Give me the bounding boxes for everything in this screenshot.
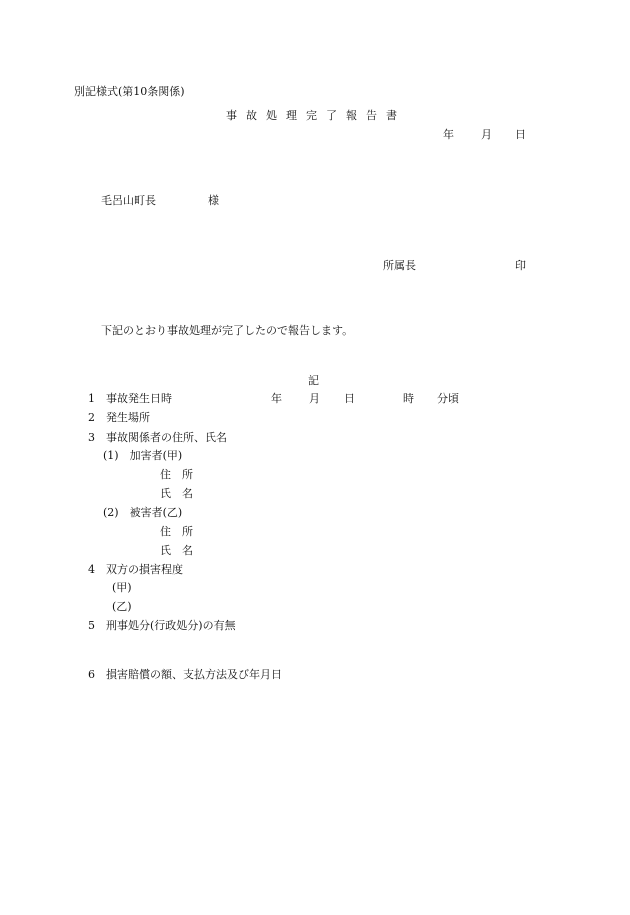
item-1 xyxy=(88,393,172,404)
item-4-party-a: (甲) xyxy=(112,581,132,594)
item-1-day-label: 日 xyxy=(344,392,355,405)
item-label: 事故関係者の住所、氏名 xyxy=(106,431,227,444)
addressee-name: 毛呂山町長 xyxy=(101,194,156,207)
item-3 xyxy=(88,432,227,443)
date-month-label: 月 xyxy=(481,128,492,141)
item-4 xyxy=(88,564,183,575)
item-number: 5 xyxy=(88,619,95,632)
item-1-minute-label: 分頃 xyxy=(437,392,459,405)
document-title: 事故処理完了報告書 xyxy=(226,109,406,122)
item-3-sub-2-label: (2) 被害者(乙) xyxy=(103,506,183,519)
item-label: 事故発生日時 xyxy=(106,392,172,405)
item-label: 刑事処分(行政処分)の有無 xyxy=(106,619,236,632)
form-reference: 別記様式(第10条関係) xyxy=(74,85,185,98)
item-number: 4 xyxy=(88,563,95,576)
date-year-label: 年 xyxy=(443,128,454,141)
item-2 xyxy=(88,412,150,423)
item-3-sub-1-address: 住 所 xyxy=(160,468,193,481)
item-1-year-label: 年 xyxy=(271,392,282,405)
addressee-honorific: 様 xyxy=(208,194,219,207)
item-number: 2 xyxy=(88,411,95,424)
item-label: 損害賠償の額、支払方法及び年月日 xyxy=(106,668,282,681)
item-number: 1 xyxy=(88,392,95,405)
item-number: 6 xyxy=(88,668,95,681)
item-3-sub-2-address: 住 所 xyxy=(160,525,193,538)
item-3-sub-1-label: (1) 加害者(甲) xyxy=(103,449,183,462)
item-label: 発生場所 xyxy=(106,411,150,424)
item-6 xyxy=(88,669,282,680)
ki-heading: 記 xyxy=(308,374,319,387)
item-5 xyxy=(88,620,236,631)
item-1-hour-label: 時 xyxy=(403,392,414,405)
item-1-month-label: 月 xyxy=(309,392,320,405)
sender-label: 所属長 xyxy=(383,259,416,272)
item-4-party-b: (乙) xyxy=(112,600,132,613)
item-3-sub-2-name: 氏 名 xyxy=(160,544,193,557)
seal-mark: 印 xyxy=(515,259,526,272)
item-number: 3 xyxy=(88,431,95,444)
item-label: 双方の損害程度 xyxy=(106,563,183,576)
date-day-label: 日 xyxy=(515,128,526,141)
intro-text: 下記のとおり事故処理が完了したので報告します。 xyxy=(101,324,354,337)
item-3-sub-1-name: 氏 名 xyxy=(160,487,193,500)
